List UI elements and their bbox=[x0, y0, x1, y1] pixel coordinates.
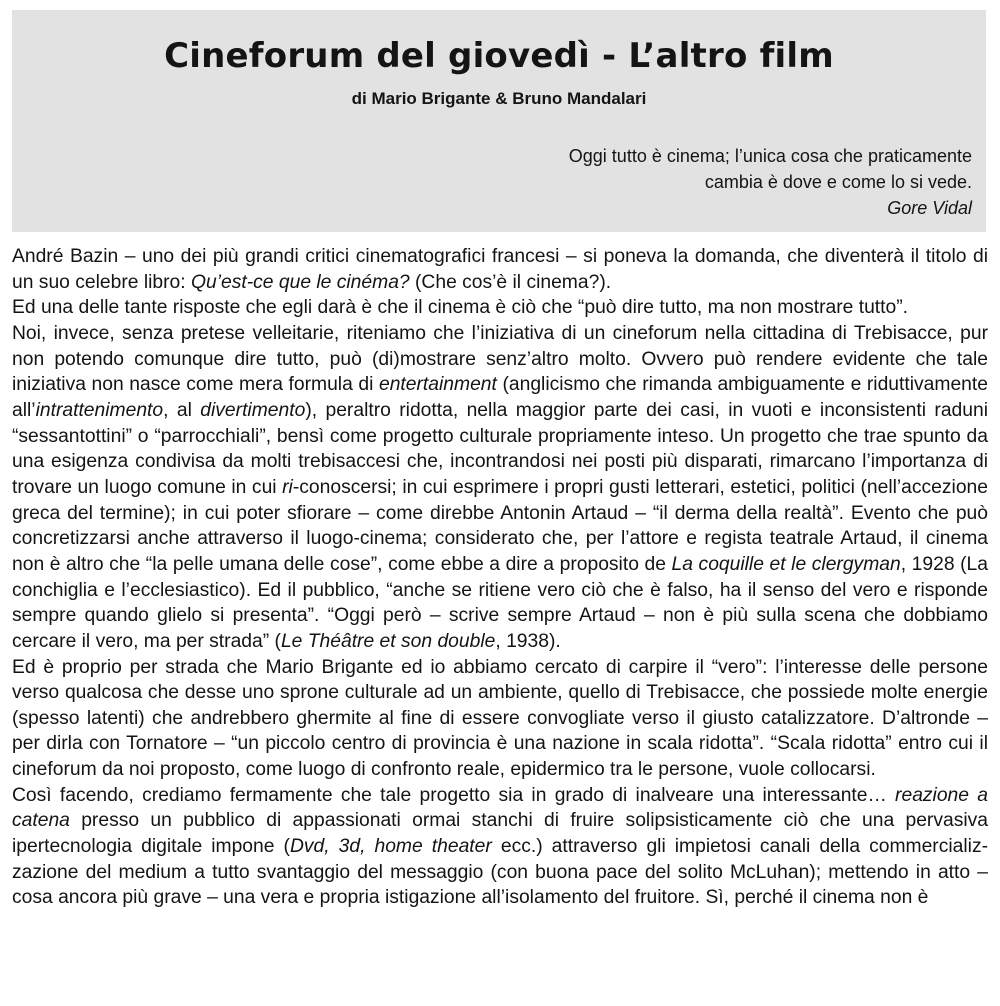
text-run: ), peraltro ridotta, nella maggior parte dei casi, in vuoti e inconsistenti raduni “sessantottini” o “parrocchiali”, bensì come progetto culturale propriamente inteso. Un progetto che trae spunto da una esigenza condivisa da molti trebisaccesi che, incontrandosi nei posti più disparati, rimarcano l’importanza di trovare un luogo comune in cui bbox=[12, 399, 989, 498]
text-run: André Bazin – uno dei più grandi critici cinematografici francesi – si poneva la domanda, che diventerà il titolo di un suo celebre libro: bbox=[12, 246, 988, 293]
page-title: Cineforum del giovedì - L’altro film bbox=[164, 36, 834, 76]
text-run: , al bbox=[163, 399, 201, 421]
text-run: Ed una delle tante risposte che egli darà è che il cinema è ciò che “può dire tutto, ma non mostrare tutto”. bbox=[12, 297, 909, 319]
byline: di Mario Brigante & Bruno Mandalari bbox=[351, 89, 647, 108]
article-paragraph bbox=[12, 295, 988, 321]
text-run: Noi, invece, senza pretese velleitarie, riteniamo che l’iniziativa di un cineforum nella cittadina di Trebisacce, pur non potendo comunque dire tutto, può (di)mostrare senz’altro molto. Ovvero può rendere evidente che tale iniziativa non nasce come mera formula di bbox=[12, 322, 988, 396]
article-paragraph bbox=[12, 783, 988, 911]
italic-text: reazione a catena bbox=[12, 784, 988, 832]
text-run: Così facendo, crediamo fermamente che tale progetto sia in grado di inalveare una interessante… bbox=[12, 784, 896, 806]
italic-text: Qu’est-ce que le cinéma? bbox=[191, 271, 410, 293]
quote-author: Gore Vidal bbox=[887, 198, 972, 218]
epigraph-quote bbox=[472, 143, 972, 221]
text-run: , 1938). bbox=[495, 630, 561, 652]
italic-text: entertainment bbox=[378, 374, 497, 396]
article-paragraph bbox=[12, 321, 988, 655]
article-paragraph bbox=[12, 244, 988, 295]
italic-text: La coquille et le clergyman bbox=[671, 553, 901, 575]
italic-text: ri bbox=[282, 476, 293, 498]
text-run: (Che cos’è il cinema?). bbox=[409, 271, 612, 293]
italic-text: divertimento bbox=[200, 399, 306, 421]
quote-line: cambia è dove e come lo si vede. bbox=[704, 172, 972, 192]
italic-text: Le Théâtre et son double bbox=[280, 630, 496, 652]
text-run: , 1928 (La conchiglia e l’ecclesiastico). Ed il pubblico, “anche se ritiene vero ciò che è falso, ha il senso del vero e risponde sempre quando glielo si presenta”. “Oggi però – scrive sempre Artaud – non è più sulla scena che dobbiamo cercare il vero, ma per strada” ( bbox=[12, 553, 988, 652]
text-run: -conoscersi; in cui esprimere i propri gusti letterari, estetici, politici (nell’accezione greca del termine); in cui poter sfiorare – come direbbe Antonin Artaud – “il derma della realtà”. Evento che può concretizzarsi anche attraverso il luogo-cinema; considerato che, per l’attore e regista teatrale Artaud, il cinema non è altro che “la pelle umana delle cose”, come ebbe a dire a proposito de bbox=[12, 476, 988, 575]
article-body bbox=[12, 244, 988, 911]
text-run: presso un pubblico di appassionati ormai stanchi di fruire solipsisticamente ciò che una pervasiva ipertecnologia digitale impone ( bbox=[12, 810, 988, 858]
article-paragraph bbox=[12, 655, 988, 783]
text-run: ecc.) attraverso gli impietosi canali della commercializzazione del medium a tutto svantaggio del messaggio (con buona pace del solito McLuhan); mettendo in atto – cosa ancora più grave – una vera e propria istigazione all’isolamento del fruitore. Sì, perché il cinema non è bbox=[12, 836, 989, 909]
text-run: (anglicismo che rimanda ambiguamente e riduttivamente all’ bbox=[12, 374, 988, 421]
header-box bbox=[12, 10, 986, 232]
quote-line: Oggi tutto è cinema; l’unica cosa che praticamente bbox=[568, 146, 972, 166]
italic-text: Dvd, 3d, home theater bbox=[289, 836, 492, 858]
text-run: Ed è proprio per strada che Mario Brigante ed io abbiamo cercato di carpire il “vero”: l’interesse delle persone verso qualcosa che desse uno sprone culturale ad un ambiente, quello di Trebisacce, che possiede molte energie (spesso latenti) che andrebbero ghermite al fine di essere convogliate verso il giusto catalizzatore. D’altronde – per dirla con Tornatore – “un piccolo centro di provincia è una nazione in scala ridotta”. “Scala ridotta” entro cui il cineforum da noi proposto, come luogo di confronto reale, epidermico tra le persone, vuole collocarsi. bbox=[12, 656, 988, 781]
italic-text: intrattenimento bbox=[35, 399, 164, 421]
